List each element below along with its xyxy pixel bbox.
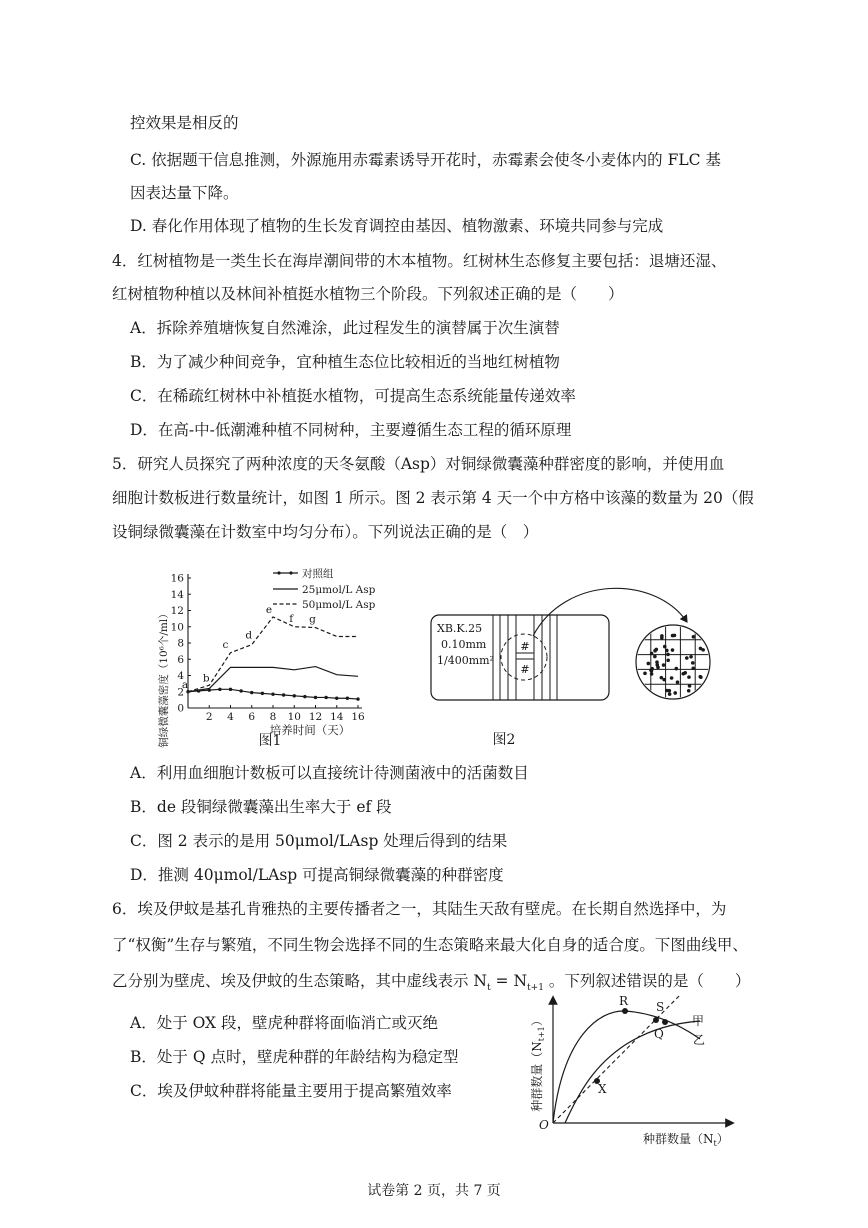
fig1-x-tick-label: 4: [227, 711, 234, 723]
label-x: X: [598, 1082, 607, 1096]
page-footer: 试卷第 2 页，共 7 页: [367, 1183, 501, 1199]
fig1-data-point: [324, 696, 327, 699]
algae-cell: [647, 662, 651, 666]
fig1-data-point: [356, 697, 359, 700]
q6-subscript-t1: t+1: [527, 983, 544, 994]
algae-cell: [681, 672, 685, 676]
q4-option-b: B．为了减少种间竞争，宜种植生态位比较相近的当地红树植物: [130, 353, 560, 371]
question-4-stem-2: 红树植物种植以及林间补植挺水植物三个阶段。下列叙述正确的是（ ）: [112, 285, 624, 303]
q4-option-a: A．拆除养殖塘恢复自然滩涂，此过程发生的演替属于次生演替: [130, 319, 560, 337]
algae-cell: [666, 653, 670, 657]
algae-cell: [675, 667, 679, 671]
fig1-point-label: d: [245, 629, 253, 642]
fig1-xlabel: 培养时间（天）: [269, 723, 351, 737]
nt-equals-nt1-line: [553, 995, 690, 1123]
label-jia: 甲: [692, 1014, 705, 1028]
algae-cell: [673, 691, 677, 695]
fig1-y-tick-label: 0: [177, 702, 184, 715]
fig1-y-tick-label: 14: [170, 588, 184, 601]
fig1-x-tick-label: 12: [308, 711, 323, 723]
question-6-stem-2: 了“权衡”生存与繁殖，不同生物会选择不同的生态策略来最大化自身的适合度。下图曲线甲、: [112, 936, 748, 954]
q6-stem-text: 乙分别为壁虎、埃及伊蚊的生态策略，其中虚线表示 N: [112, 972, 487, 990]
fig1-point-label: c: [222, 638, 229, 651]
q6-stem-eq: = N: [490, 972, 528, 990]
algae-cell: [687, 675, 691, 679]
algae-cell: [691, 661, 695, 665]
fig1-data-point: [218, 688, 221, 691]
fig1-point-label: e: [265, 604, 273, 616]
fig1-y-tick-label: 16: [170, 572, 184, 585]
fig3-ylabel: 种群数量$(N_{t+1})$: [530, 1014, 546, 1112]
algae-cell: [655, 648, 659, 652]
fig1-data-point: [303, 695, 306, 698]
algae-cell: [660, 634, 664, 638]
label-q: Q: [654, 1027, 664, 1041]
algae-cell: [655, 663, 659, 667]
algae-cell: [689, 655, 693, 659]
fig1-data-point: [314, 696, 317, 699]
fig1-y-tick-label: 12: [170, 605, 184, 617]
fig1-data-point: [335, 697, 338, 700]
algae-cell: [662, 678, 666, 682]
fig1-y-tick-label: 4: [177, 670, 184, 682]
point-r: [622, 1008, 628, 1014]
fig2-caption: 图2: [492, 732, 516, 748]
fig1-x-tick-label: 8: [269, 711, 277, 723]
fig1-y-tick-label: 8: [177, 637, 184, 650]
legend-control-dot: [289, 571, 292, 574]
algae-cell: [666, 658, 670, 662]
label-s: S: [656, 1000, 665, 1014]
point-s: [653, 1017, 659, 1023]
fig1-point-label: b: [202, 672, 210, 685]
fig1-data-point: [229, 688, 232, 691]
figure-3-population-curves: [525, 995, 745, 1150]
q6-option-b: B．处于 Q 点时，壁虎种群的年龄结构为稳定型: [130, 1048, 459, 1066]
option-c-line1: C. 依据题干信息推测，外源施用赤霉素诱导开花时，赤霉素会使冬小麦体内的 FLC 基: [130, 151, 721, 169]
fig1-data-point: [346, 697, 349, 700]
legend-control-dot: [277, 571, 280, 574]
algae-cell: [653, 655, 657, 659]
q6-subscript-t: t: [487, 983, 491, 994]
q4-option-c: C．在稀疏红树林中补植挺水植物，可提高生态系统能量传递效率: [130, 387, 576, 405]
fig1-y-tick-label: 6: [177, 653, 184, 666]
fig1-point-label: f: [289, 612, 294, 625]
fig1-data-point: [271, 692, 274, 695]
text-line: 控效果是相反的: [130, 114, 239, 132]
q5-option-a: A．利用血细胞计数板可以直接统计待测菌液中的活菌数目: [130, 764, 529, 782]
q6-stem-end: 。下列叙述错误的是（ ）: [543, 972, 751, 990]
fig1-data-point: [250, 691, 253, 694]
hash-mark-top: #: [520, 640, 530, 653]
point-q: [662, 1019, 668, 1025]
q5-option-d: D．推测 40μmol/LAsp 可提高铜绿微囊藻的种群密度: [130, 866, 504, 884]
origin-label: O: [539, 1118, 549, 1132]
algae-cell: [643, 672, 647, 676]
question-4-stem-1: 4．红树植物是一类生长在海岸潮间带的木本植物。红树林生态修复主要包括：退塘还湿、: [112, 252, 727, 270]
legend-control: 对照组: [302, 568, 334, 580]
question-5-stem-2: 细胞计数板进行数量统计，如图 1 所示。图 2 表示第 4 天一个中方格中该藻的数量为 20（假: [112, 489, 754, 507]
algae-cell: [668, 689, 672, 693]
q5-option-c: C．图 2 表示的是用 50μmol/LAsp 处理后得到的结果: [130, 832, 508, 850]
algae-cell: [663, 645, 667, 649]
q5-option-b: B．de 段铜绿微囊藻出生率大于 ef 段: [130, 798, 392, 816]
label-yi: 乙: [693, 1033, 706, 1047]
algae-cell: [676, 680, 680, 684]
algae-cell: [688, 684, 692, 688]
fig1-data-point: [261, 692, 264, 695]
algae-cell: [685, 656, 689, 660]
option-d: D. 春化作用体现了植物的生长发育调控由基因、植物激素、环境共同参与完成: [130, 217, 664, 235]
fig1-point-label: g: [309, 613, 316, 626]
algae-cell: [671, 648, 675, 652]
curve-yi: [565, 1021, 700, 1123]
algae-cell: [691, 666, 695, 670]
algae-cell: [668, 692, 672, 696]
fig1-x-tick-label: 14: [330, 711, 344, 723]
legend-50: 50μmol/L Asp: [302, 599, 376, 611]
algae-cell: [699, 675, 703, 679]
slide-label-depth: 0.10mm: [441, 638, 487, 651]
hash-mark-bottom: #: [520, 663, 530, 676]
question-5-stem-1: 5．研究人员探究了两种浓度的天冬氨酸（Asp）对铜绿微囊藻种群密度的影响，并使用血: [112, 455, 725, 473]
algae-cell: [670, 676, 674, 680]
algae-cell: [650, 672, 654, 676]
fig1-data-point: [282, 693, 285, 696]
fig1-x-tick-label: 2: [205, 711, 213, 723]
algae-cell: [650, 667, 654, 671]
fig1-point-label: a: [181, 678, 189, 691]
algae-cell: [687, 689, 691, 693]
question-6-stem-1: 6．埃及伊蚊是基孔肯雅热的主要传播者之一，其陆生天敌有壁虎。在长期自然选择中，为: [112, 900, 727, 918]
fig1-x-tick-label: 10: [287, 711, 301, 723]
fig1-data-point: [293, 694, 296, 697]
q6-option-a: A．处于 OX 段，壁虎种群将面临消亡或灭绝: [130, 1014, 439, 1032]
slide-label-area: 1/400mm²: [437, 654, 494, 667]
fig1-ylabel: 铜绿微囊藻密度（10⁶个/ml）: [158, 608, 170, 748]
fig1-caption: 图1: [258, 733, 282, 748]
fig1-x-tick-label: 6: [248, 711, 256, 723]
fig1-series-line-3: [188, 617, 358, 692]
algae-cell: [662, 663, 666, 667]
q4-option-d: D．在高-中-低潮滩种植不同树种，主要遵循生态工程的循环原理: [130, 421, 572, 439]
fig3-xlabel: 种群数量$(N_t)$: [643, 1132, 729, 1148]
fig1-y-tick-label: 2: [177, 686, 184, 699]
label-r: R: [619, 995, 629, 1008]
option-c-line2: 因表达量下降。: [130, 184, 239, 202]
algae-cell: [699, 647, 703, 651]
q6-option-c: C．埃及伊蚊种群将能量主要用于提高繁殖效率: [130, 1082, 452, 1100]
legend-25: 25μmol/L Asp: [302, 584, 376, 596]
algae-cell: [665, 649, 669, 653]
fig1-x-tick-label: 16: [351, 711, 365, 723]
figure-2-hemocytometer: [425, 580, 725, 750]
algae-cell: [650, 652, 654, 656]
zoomed-square-grid: [633, 622, 713, 702]
algae-cell: [692, 635, 696, 639]
slide-label-model: XB.K.25: [437, 622, 483, 635]
figure-1-chart: [150, 558, 390, 748]
algae-cell: [671, 634, 675, 638]
question-5-stem-3: 设铜绿微囊藻在计数室中均匀分布）。下列说法正确的是（ ）: [112, 523, 539, 541]
fig1-y-tick-label: 10: [170, 621, 184, 634]
curve-jia: [553, 1011, 700, 1123]
fig1-data-point: [239, 689, 242, 692]
